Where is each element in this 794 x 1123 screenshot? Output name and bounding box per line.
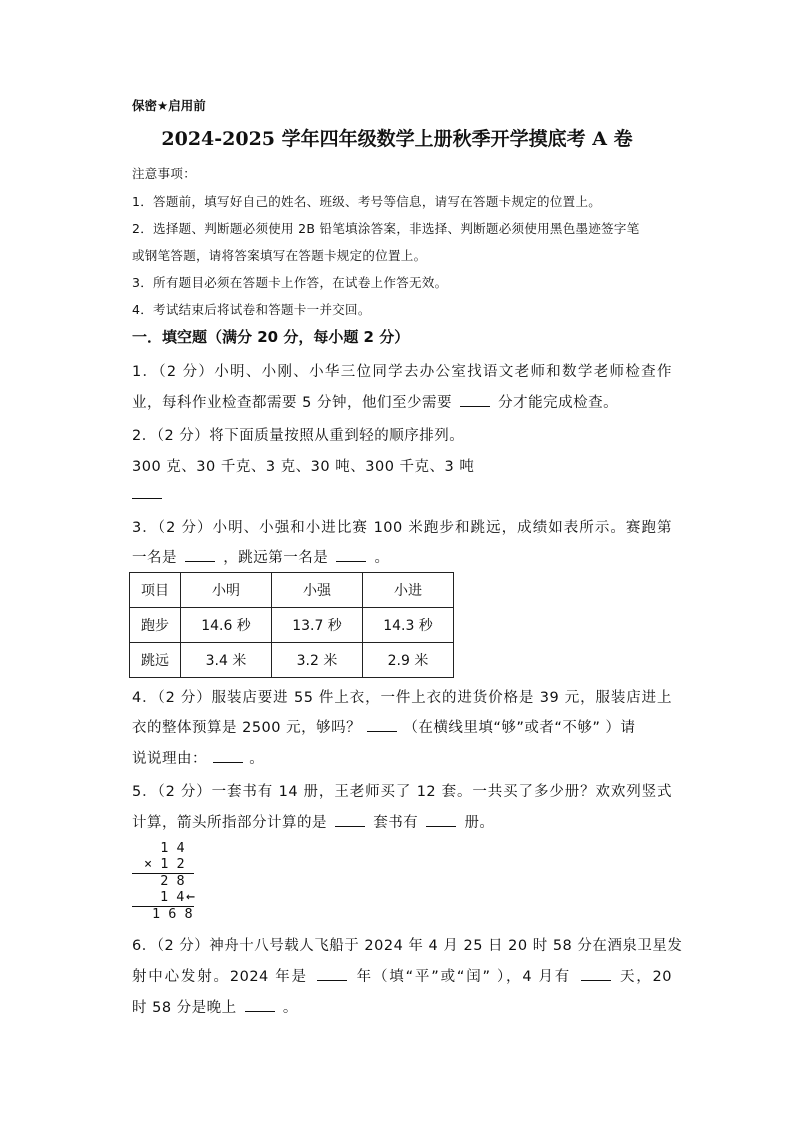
q5-text-c: 册。 xyxy=(464,815,495,831)
q6-text-b: 年（填“平”或“闰” ），4 月有 xyxy=(356,969,572,985)
q2-answer-blank[interactable] xyxy=(132,484,162,499)
q4-line3 xyxy=(132,747,264,768)
q5-blank-sets[interactable] xyxy=(335,812,365,827)
q6-line3 xyxy=(132,996,298,1017)
table-cell: 14.3 秒 xyxy=(363,608,454,643)
q2-line1: 2．（2 分）将下面质量按照从重到轻的顺序排列。 xyxy=(132,428,465,444)
q4-text-b: （在横线里填“够”或者“不够” ）请 xyxy=(403,720,636,736)
table-header-row xyxy=(130,573,454,608)
table-cell: 14.6 秒 xyxy=(181,608,272,643)
score-table xyxy=(129,572,454,678)
q3-blank-run[interactable] xyxy=(185,547,215,562)
table-cell: 3.4 米 xyxy=(181,643,272,678)
note-1: 1．答题前，填写好自己的姓名、班级、考号等信息，请写在答题卡规定的位置上。 xyxy=(132,194,602,209)
q3-line2 xyxy=(132,546,389,567)
confidential-label: 保密★启用前 xyxy=(132,98,206,113)
note-2b: 或钢笔答题，请将答案填写在答题卡规定的位置上。 xyxy=(132,248,427,263)
q1-line1: 1．（2 分）小明、小刚、小华三位同学去办公室找语文老师和数学老师检查作 xyxy=(132,364,672,380)
q4-text-d: 。 xyxy=(249,751,265,767)
q5-text-a: 计算，箭头所指部分计算的是 xyxy=(132,815,327,831)
q6-line1: 6．（2 分）神舟十八号载人飞船于 2024 年 4 月 25 日 20 时 58 分在酒泉卫星发 xyxy=(132,938,683,954)
note-4: 4．考试结束后将试卷和答题卡一并交回。 xyxy=(132,302,371,317)
q4-line2 xyxy=(132,716,636,737)
q5-text-b: 套书有 xyxy=(373,815,419,831)
vertical-row-partial-2: 1 4 xyxy=(160,889,185,905)
q6-blank-time[interactable] xyxy=(245,997,275,1012)
arrow-icon: ← xyxy=(186,887,196,905)
vertical-row-product: 1 6 8 xyxy=(152,906,193,922)
q4-reason-blank[interactable] xyxy=(213,748,243,763)
q1-text-a: 业，每科作业检查都需要 5 分钟，他们至少需要 xyxy=(132,395,452,411)
q5-line1: 5．（2 分）一套书有 14 册，王老师买了 12 套。一共买了多少册？欢欢列竖式 xyxy=(132,784,672,800)
vertical-row-partial-1: 2 8 xyxy=(144,873,185,889)
table-cell: 2.9 米 xyxy=(363,643,454,678)
q3-text-b: ，跳远第一名是 xyxy=(223,550,329,566)
q1-answer-blank[interactable] xyxy=(460,392,490,407)
q6-blank-days[interactable] xyxy=(581,966,611,981)
note-3: 3．所有题目必须在答题卡上作答，在试卷上作答无效。 xyxy=(132,275,448,290)
table-header-cell: 项目 xyxy=(130,573,181,608)
table-cell: 3.2 米 xyxy=(272,643,363,678)
table-cell: 13.7 秒 xyxy=(272,608,363,643)
q1-line2 xyxy=(132,391,618,412)
q5-line2 xyxy=(132,811,494,832)
q4-text-a: 衣的整体预算是 2500 元，够吗？ xyxy=(132,720,362,736)
exam-title: 2024-2025 学年四年级数学上册秋季开学摸底考 A 卷 xyxy=(161,128,633,150)
table-cell: 跑步 xyxy=(130,608,181,643)
table-header-cell: 小明 xyxy=(181,573,272,608)
q2-answer-line xyxy=(132,484,162,503)
note-2a: 2．选择题、判断题必须使用 2B 铅笔填涂答案，非选择、判断题必须使用黑色墨迹签字笔 xyxy=(132,221,640,236)
q4-answer-blank[interactable] xyxy=(367,717,397,732)
q6-text-d: 时 58 分是晚上 xyxy=(132,1000,237,1016)
q6-text-a: 射中心发射。2024 年是 xyxy=(132,969,308,985)
table-header-cell: 小进 xyxy=(363,573,454,608)
q4-text-c: 说说理由： xyxy=(132,751,207,767)
vertical-row-multiplicand: 1 4 xyxy=(144,840,185,856)
q6-text-e: 。 xyxy=(282,1000,298,1016)
table-cell: 跳远 xyxy=(130,643,181,678)
notes-heading: 注意事项： xyxy=(132,166,197,181)
q4-line1: 4．（2 分）服装店要进 55 件上衣，一件上衣的进货价格是 39 元，服装店进上 xyxy=(132,690,672,706)
q3-text-a: 一名是 xyxy=(132,550,177,566)
q3-blank-jump[interactable] xyxy=(336,547,366,562)
q1-text-b: 分才能完成检查。 xyxy=(498,395,619,411)
table-row xyxy=(130,608,454,643)
table-header-cell: 小强 xyxy=(272,573,363,608)
q6-blank-year[interactable] xyxy=(317,966,347,981)
q3-line1: 3．（2 分）小明、小强和小进比赛 100 米跑步和跳远，成绩如表所示。赛跑第 xyxy=(132,520,672,536)
q3-text-c: 。 xyxy=(374,550,390,566)
section-title: 一．填空题（满分 20 分，每小题 2 分） xyxy=(132,328,410,346)
table-row xyxy=(130,643,454,678)
q6-line2 xyxy=(132,965,672,986)
q5-blank-volumes[interactable] xyxy=(426,812,456,827)
q2-line2: 300 克、30 千克、3 克、30 吨、300 千克、3 吨 xyxy=(132,459,475,475)
vertical-row-multiplier: × 1 2 xyxy=(144,856,185,872)
q6-text-c: 天，20 xyxy=(619,969,673,985)
